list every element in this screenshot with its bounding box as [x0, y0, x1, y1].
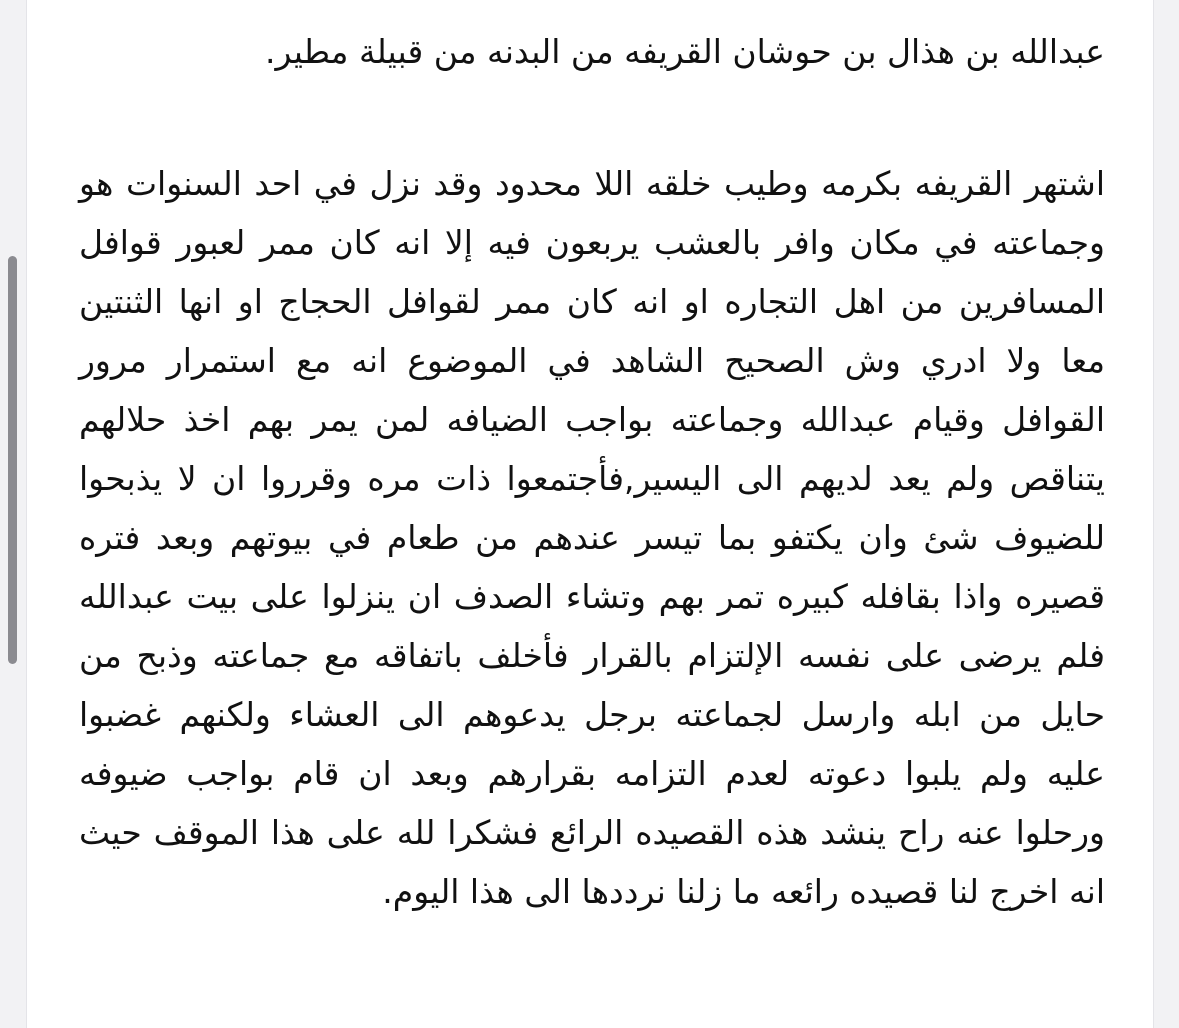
text-line: المسافرين من اهل التجاره او انه كان ممر لقوافل الحجاج او انها الثنتين [79, 282, 1105, 321]
text-line: قصيره واذا بقافله كبيره تمر بهم وتشاء الصدف ان ينزلوا على بيت عبدالله [79, 577, 1105, 616]
text-line: ورحلوا عنه راح ينشد هذه القصيده الرائع فشكرا لله على هذا الموقف حيث [79, 813, 1105, 852]
scrollbar-thumb[interactable] [8, 256, 17, 664]
text-line: فلم يرضى على نفسه الإلتزام بالقرار فأخلف باتفاقه مع جماعته وذبح من [79, 636, 1105, 675]
text-line: عبدالله بن هذال بن حوشان القريفه من البدنه من قبيلة مطير. [265, 32, 1105, 71]
intro-paragraph [79, 22, 1105, 81]
text-line: يتناقص ولم يعد لديهم الى اليسير,فأجتمعوا ذات مره وقرروا ان لا يذبحوا [79, 459, 1105, 498]
text-line: معا ولا ادري وش الصحيح الشاهد في الموضوع انه مع استمرار مرور [79, 341, 1105, 380]
text-line: حايل من ابله وارسل لجماعته برجل يدعوهم الى العشاء ولكنهم غضبوا [79, 695, 1105, 734]
text-line: اشتهر القريفه بكرمه وطيب خلقه اللا محدود وقد نزل في احد السنوات هو [79, 164, 1105, 203]
text-line: وجماعته في مكان وافر بالعشب يربعون فيه إلا انه كان ممر لعبور قوافل [79, 223, 1105, 262]
story-paragraph [79, 154, 1105, 921]
text-line: عليه ولم يلبوا دعوته لعدم التزامه بقرارهم وبعد ان قام بواجب ضيوفه [79, 754, 1105, 793]
text-line: للضيوف شئ وان يكتفو بما تيسر عندهم من طعام في بيوتهم وبعد فتره [79, 518, 1105, 557]
text-line: انه اخرج لنا قصيده رائعه ما زلنا نرددها الى هذا اليوم. [382, 872, 1105, 911]
document-page [26, 0, 1154, 1028]
text-line: القوافل وقيام عبدالله وجماعته بواجب الضيافه لمن يمر بهم اخذ حلالهم [79, 400, 1105, 439]
scrollbar-track[interactable] [0, 0, 26, 1028]
